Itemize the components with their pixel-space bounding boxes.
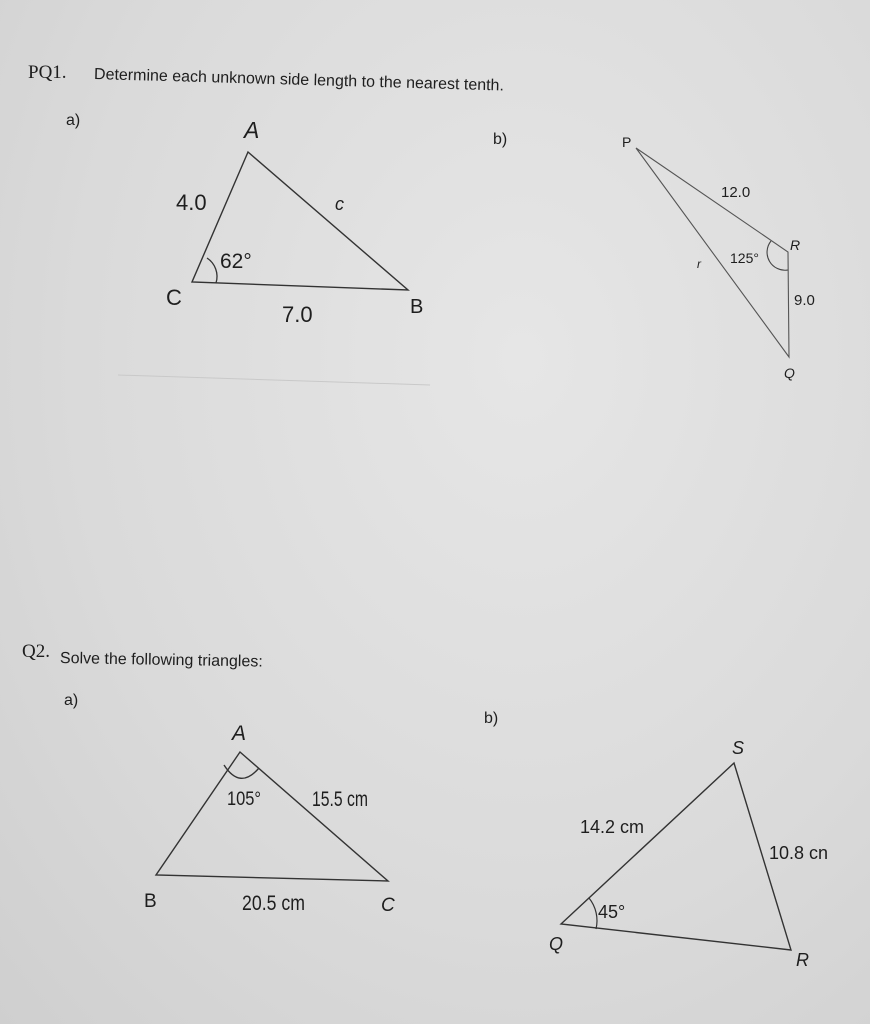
pq1-b-vertex-p: P <box>622 134 632 150</box>
q2-b-triangle-outline <box>561 763 791 950</box>
q2-part-a-label: a) <box>64 692 79 709</box>
q2-instruction: Solve the following triangles: <box>59 650 263 671</box>
q2-a-vertex-a: A <box>232 722 247 745</box>
pq1-a-side-cb: 7.0 <box>282 302 313 327</box>
pq1-a-angle-c: 62° <box>220 250 252 273</box>
q2-b-side-sr: 10.8 cn <box>769 843 829 863</box>
q2-a-vertex-c: C <box>381 895 395 916</box>
pq1-number: PQ1. <box>28 62 67 83</box>
q2-b-vertex-s: S <box>732 738 745 758</box>
q2-b-angle-arc <box>589 898 597 929</box>
q2-a-triangle-outline <box>156 752 388 881</box>
pq1-b-side-rq: 9.0 <box>794 292 815 309</box>
pq1-a-triangle <box>166 117 423 327</box>
q2-b-side-qs: 14.2 cm <box>580 817 645 837</box>
pq1-b-side-pr: 12.0 <box>721 184 751 201</box>
pq1-b-vertex-r: R <box>790 237 801 253</box>
q2-b-triangle <box>549 738 828 970</box>
q2-a-vertex-b: B <box>144 891 157 912</box>
q2-a-angle-a: 105° <box>227 789 261 810</box>
pq1-instruction: Determine each unknown side length to the nearest tenth. <box>93 66 505 95</box>
pq1-a-vertex-a: A <box>244 117 260 143</box>
pq1-b-triangle-outline <box>636 148 789 357</box>
q2-a-side-ac: 15.5 cm <box>312 788 368 811</box>
pq1-b-unknown-side: r <box>697 257 701 271</box>
q2-b-angle-q: 45° <box>598 902 626 922</box>
pq1-a-vertex-c: C <box>166 285 182 310</box>
pq1-a-angle-arc <box>207 258 217 283</box>
q2-b-vertex-q: Q <box>549 934 564 954</box>
pq1-b-triangle <box>622 134 815 381</box>
pq1-b-angle-r: 125° <box>730 250 759 266</box>
q2-part-b-label: b) <box>484 710 499 727</box>
pq1-a-unknown-side: c <box>335 194 344 214</box>
q2-a-side-bc: 20.5 cm <box>242 892 305 915</box>
q2-b-vertex-r: R <box>796 950 809 970</box>
pq1-a-vertex-b: B <box>410 296 424 318</box>
pq1-part-b-label: b) <box>493 131 508 148</box>
pq1-b-vertex-q: Q <box>784 365 795 381</box>
q2-number: Q2. <box>22 641 50 662</box>
pq1-a-side-ca: 4.0 <box>176 190 207 215</box>
q2-a-triangle <box>144 722 395 916</box>
pq1-part-a-label: a) <box>66 112 81 129</box>
scan-artifact-line <box>118 375 430 385</box>
